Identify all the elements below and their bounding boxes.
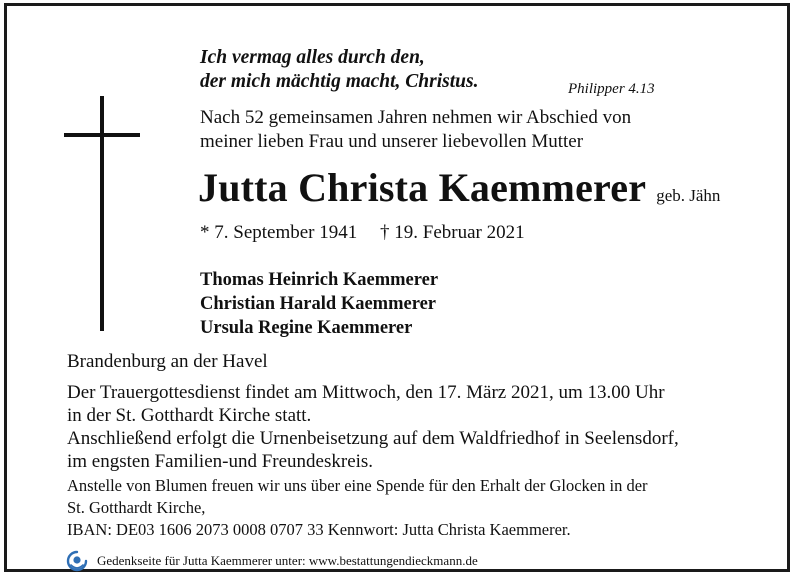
intro-line-2: meiner lieben Frau und unserer liebevollen Mutter: [200, 131, 584, 152]
maiden-name: geb. Jähn: [656, 186, 721, 205]
obituary-frame: [4, 3, 790, 572]
bible-quote-line-1: Ich vermag alles durch den,: [200, 47, 425, 68]
family-member: Christian Harald Kaemmerer: [200, 294, 437, 314]
death-date: † 19. Februar 2021: [380, 222, 525, 243]
cross-icon-horizontal: [64, 133, 140, 137]
cross-icon-vertical: [100, 96, 104, 331]
bible-quote-line-2: der mich mächtig macht, Christus.: [200, 71, 479, 92]
intro-line-1: Nach 52 gemeinsamen Jahren nehmen wir Abschied von: [200, 107, 632, 128]
bible-quote: [200, 46, 478, 94]
life-dates: [200, 222, 525, 244]
service-line-2: in der St. Gotthardt Kirche statt.: [67, 405, 312, 426]
donation-line-2: St. Gotthardt Kirche,: [67, 498, 206, 517]
donation-line-3: IBAN: DE03 1606 2073 0008 0707 33 Kennwort: Jutta Christa Kaemmerer.: [67, 520, 571, 539]
intro-text: [200, 106, 631, 154]
service-line-3: Anschließend erfolgt die Urnenbeisetzung auf dem Waldfriedhof in Seelensdorf,: [67, 428, 679, 449]
deceased-name: Jutta Christa Kaemmerer: [198, 165, 647, 210]
memorial-page-link[interactable]: Gedenkseite für Jutta Kaemmerer unter: www.bestattungendieckmann.de: [97, 553, 478, 568]
service-info: [67, 381, 679, 473]
service-line-4: im engsten Familien-und Freundeskreis.: [67, 451, 374, 472]
family-member: Thomas Heinrich Kaemmerer: [200, 270, 439, 290]
city: Brandenburg an der Havel: [67, 351, 268, 372]
family-member: Ursula Regine Kaemmerer: [200, 318, 413, 338]
deceased-name-line: [198, 164, 720, 211]
memorial-page-footer: [66, 550, 478, 572]
donation-line-1: Anstelle von Blumen freuen wir uns über eine Spende für den Erhalt der Glocken in der: [67, 476, 648, 495]
donation-info: [67, 475, 648, 541]
birth-date: * 7. September 1941: [200, 222, 358, 243]
bible-verse-reference: Philipper 4.13: [568, 81, 655, 97]
swirl-logo-icon: [66, 550, 88, 572]
family-list: [200, 268, 438, 340]
service-line-1: Der Trauergottesdienst findet am Mittwoch, den 17. März 2021, um 13.00 Uhr: [67, 382, 665, 403]
